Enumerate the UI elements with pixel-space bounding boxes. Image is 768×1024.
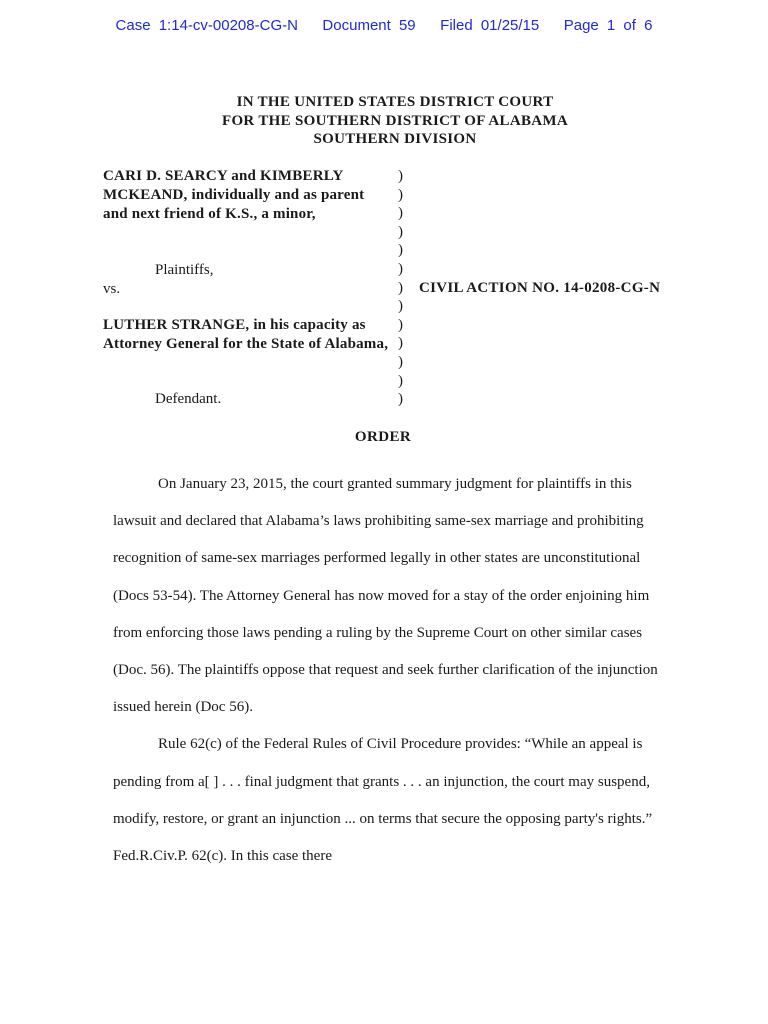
plaintiffs-name: CARI D. SEARCY and KIMBERLY MCKEAND, individually and as parent and next friend of K.S., a minor, [103, 168, 365, 222]
plaintiffs-label: Plaintiffs, [155, 262, 214, 278]
defendant-name: LUTHER STRANGE, in his capacity as Attorney General for the State of Alabama, [103, 317, 389, 352]
versus-label: vs. [103, 281, 121, 297]
court-heading-line3: SOUTHERN DIVISION [313, 131, 477, 147]
court-heading-line1: IN THE UNITED STATES DISTRICT COURT [236, 94, 554, 110]
defendant-label: Defendant. [155, 391, 222, 407]
order-title: ORDER [354, 429, 412, 445]
civil-action-number: CIVIL ACTION NO. 14-0208-CG-N [419, 280, 661, 296]
case-caption [103, 167, 393, 409]
court-heading [0, 93, 768, 149]
order-paragraph-2: Rule 62(c) of the Federal Rules of Civil Procedure provides: “While an appeal is pending from a[ ] . . . final judgment that grants . . . an injunction, the court may suspend, modify, restore, or grant an injunction ... on terms that secure the opposing party's rights.” Fed.R.Civ.P. 62(c). In this case there [113, 736, 653, 865]
case-header: Case 1:14-cv-00208-CG-N Document 59 Filed 01/25/15 Page 1 of 6 [115, 17, 653, 34]
order-body [113, 466, 661, 875]
caption-paren-column: ) ) ) ) ) ) ) ) ) ) ) ) ) [398, 168, 403, 408]
court-heading-line2: FOR THE SOUTHERN DISTRICT OF ALABAMA [222, 112, 568, 129]
order-paragraph-1: On January 23, 2015, the court granted summary judgment for plaintiffs in this lawsuit and declared that Alabama’s laws prohibiting same-sex marriage and prohibiting recognition of same-sex marriages performed legally in other states are unconstitutional (Docs 53-54). The Attorney General has now moved for a stay of the order enjoining him from enforcing those laws pending a ruling by the Supreme Court on other similar cases (Doc. 56). The plaintiffs oppose that request and seek further clarification of the injunction issued herein (Doc 56). [113, 476, 658, 716]
